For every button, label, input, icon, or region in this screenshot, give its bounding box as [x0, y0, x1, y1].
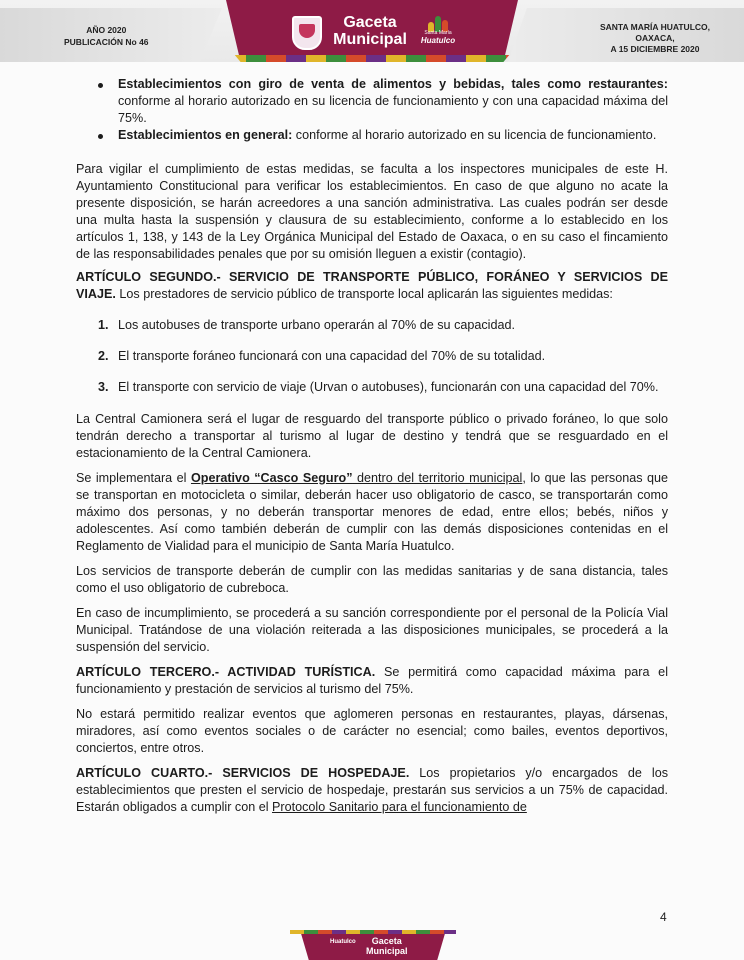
gazette-footer: [0, 930, 744, 960]
header-year: AÑO 2020: [86, 25, 127, 35]
paragraph-eventos: No estará permitido realizar eventos que aglomeren personas en restaurantes, playas, dársenas, miradores, así como eventos sociales o de carácter no esencial; como bailes, eventos deportivos, conciertos, entre otros.: [76, 707, 668, 755]
list-item-number: 2.: [98, 349, 109, 363]
header-location-line2: OAXACA,: [635, 33, 675, 43]
paragraph-central-camionera: La Central Camionera será el lugar de resguardo del transporte público o privado foráneo, lo que solo tendrán derecho a transportar al turismo al lugar de destino y tendrá que se resguardado en el estacionamiento de la Central Camionera.: [76, 412, 668, 460]
articulo-segundo-text: Los prestadores de servicio público de transporte local aplicarán las siguientes medidas:: [115, 287, 613, 301]
document-body: [76, 76, 668, 816]
list-item: [76, 348, 668, 365]
articulo-cuarto-text: Los propietarios y/o encargados de los establecimientos que presten el servicio de hospedaje, prestarán sus servicios a un 75% de capacidad. Estarán obligados a cumplir con el: [76, 766, 669, 814]
header-title-line2: Municipal: [333, 31, 407, 48]
footer-huatulco-logo: Huatulco: [330, 939, 356, 945]
list-item-number: 1.: [98, 318, 109, 332]
header-location-date: [570, 22, 740, 55]
articulo-tercero: [76, 664, 668, 698]
casco-post: , lo que las personas que se transportan en motocicleta o similar, deberán hacer uso obligatorio de casco, se transportarán como máximo dos personas, y no deberán transportar menores de edad, entre ellos; bebés, niños y adolescentes. Así como también deberán de cumplir con las demás disposiciones contenidas en el Reglamento de Vialidad para el municipio de Santa María Huatulco.: [76, 471, 669, 553]
footer-title-line2: Municipal: [366, 946, 408, 956]
header-date: A 15 DICIEMBRE 2020: [610, 44, 700, 54]
page-number: 4: [660, 910, 667, 924]
articulo-tercero-heading: ARTÍCULO TERCERO.- ACTIVIDAD TURÍSTICA.: [76, 665, 376, 679]
footer-title-line1: Gaceta: [371, 936, 402, 946]
list-item: [76, 317, 668, 334]
paragraph-servicios-transporte: Los servicios de transporte deberán de cumplir con las medidas sanitarias y de sana distancia, tales como el uso obligatorio de cubreboca.: [76, 564, 668, 595]
articulo-tercero-text: Se permitirá como capacidad máxima para el funcionamiento y prestación de servicios al turismo del 75%.: [76, 665, 668, 696]
list-item-text: El transporte con servicio de viaje (Urvan o autobuses), funcionarán con una capacidad del 70%.: [118, 380, 659, 394]
list-item: [76, 379, 668, 396]
bullet-item-text: conforme al horario autorizado en su licencia de funcionamiento.: [292, 128, 657, 142]
articulo-segundo-heading: ARTÍCULO SEGUNDO.- SERVICIO DE TRANSPORTE PÚBLICO, FORÁNEO Y SERVICIOS DE VIAJE.: [76, 270, 668, 301]
casco-pre: Se implementara el: [76, 471, 191, 485]
articulo-cuarto: [76, 765, 668, 816]
header-color-stripe: [226, 55, 518, 62]
huatulco-logo-text: Huatulco: [420, 36, 456, 45]
protocolo-sanitario-reference: Protocolo Sanitario para el funcionamiento de: [272, 800, 527, 814]
bullet-item: [76, 76, 668, 127]
list-item-number: 3.: [98, 380, 109, 394]
header-publication-number: PUBLICACIÓN No 46: [64, 37, 149, 47]
huatulco-logo-small: Santa María: [424, 30, 452, 36]
bullet-item-text: conforme al horario autorizado en su licencia de funcionamiento y con una capacidad máxima del 75%.: [118, 94, 668, 125]
bullet-item-heading: Establecimientos con giro de venta de alimentos y bebidas, tales como restaurantes:: [118, 77, 668, 91]
paragraph-casco-seguro: [76, 470, 668, 555]
casco-underline: dentro del territorio municipal: [352, 471, 523, 485]
header-publication-info: [64, 24, 149, 48]
footer-color-stripe: [290, 930, 456, 934]
articulo-cuarto-heading: ARTÍCULO CUARTO.- SERVICIOS DE HOSPEDAJE.: [76, 766, 410, 780]
footer-title: [366, 936, 408, 956]
header-location-line1: SANTA MARÍA HUATULCO,: [599, 22, 710, 32]
articulo-segundo: [76, 269, 668, 303]
list-item-text: Los autobuses de transporte urbano operarán al 70% de su capacidad.: [118, 318, 515, 332]
operativo-casco-seguro: Operativo “Casco Seguro”: [190, 471, 353, 485]
header-title-line1: Gaceta: [343, 14, 397, 31]
paragraph-incumplimiento: En caso de incumplimiento, se procederá a su sanción correspondiente por el personal de la Policía Vial Municipal. Tratándose de una violación reiterada a las disposiciones municipales, se procederá a la suspensión del servicio.: [76, 606, 668, 654]
transport-measures-list: [76, 317, 668, 396]
list-item-text: El transporte foráneo funcionará con una capacidad del 70% de su totalidad.: [118, 349, 546, 363]
header-title: [330, 15, 410, 49]
bullet-item: [76, 127, 668, 144]
huatulco-logo: [416, 16, 460, 48]
municipal-shield-icon: [292, 16, 322, 50]
gazette-header: [0, 0, 744, 72]
establishment-bullets: [76, 76, 668, 144]
bullet-item-heading: Establecimientos en general:: [118, 128, 293, 142]
paragraph-inspectores: Para vigilar el cumplimiento de estas medidas, se faculta a los inspectores municipales de este H. Ayuntamiento Constitucional para verificar los establecimientos. En caso de que alguno no acate la presente disposición, se harán acreedores a una sanción administrativa. Las cuales podrán ser desde una multa hasta la suspensión y clausura de su establecimiento, conforme a lo establecido en los artículos 1, 138, y 143 de la Ley Orgánica Municipal del Estado de Oaxaca, o en su caso el fincamiento de las responsabilidades penales que por su omisión lleguen a existir (contagio).: [76, 162, 668, 261]
